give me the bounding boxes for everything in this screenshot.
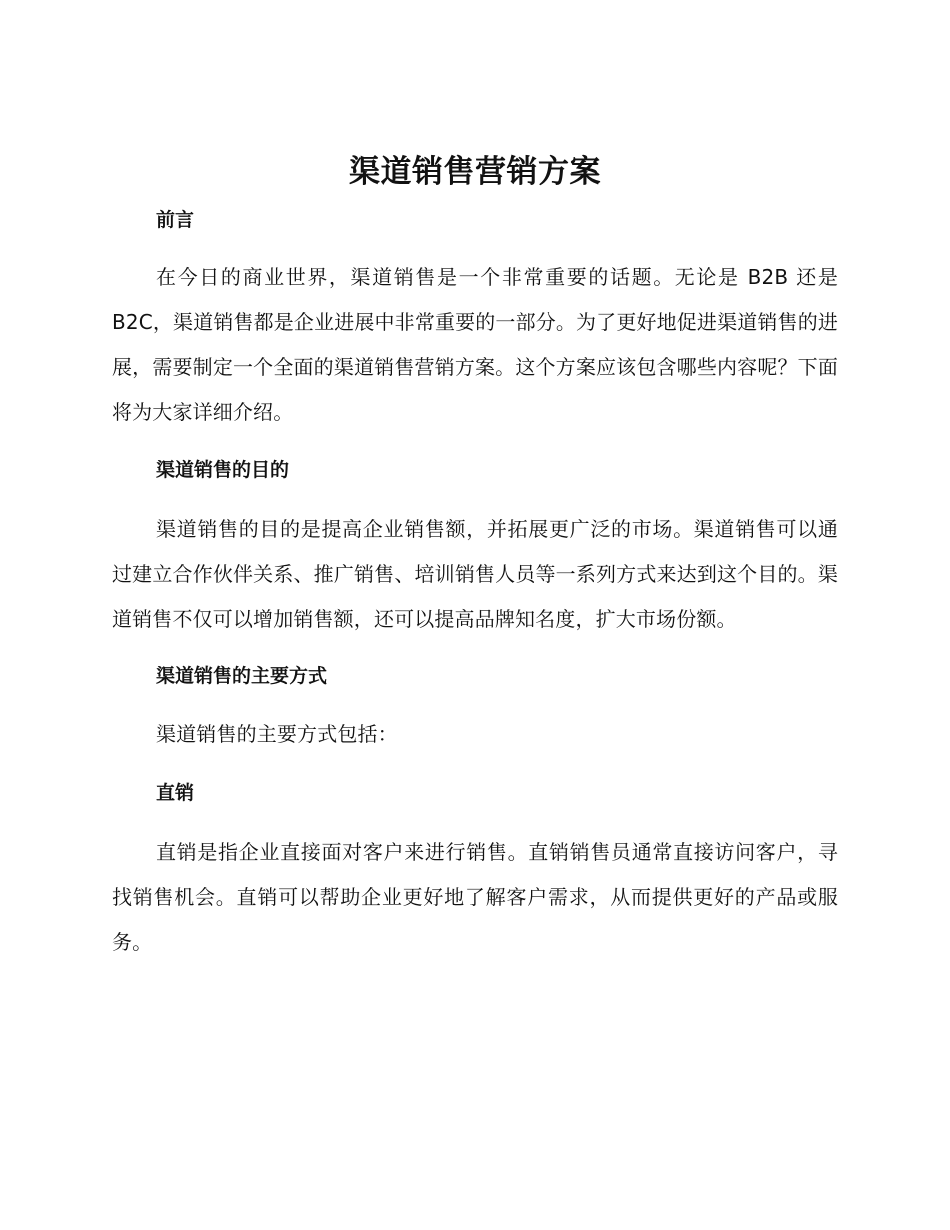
section-main-methods — [112, 662, 838, 757]
section-paragraph: 渠道销售的目的是提高企业销售额，并拓展更广泛的市场。渠道销售可以通过建立合作伙伴关系、推广销售、培训销售人员等一系列方式来达到这个目的。渠道销售不仅可以增加销售额，还可以提高品牌知名度，扩大市场份额。 — [112, 517, 838, 631]
section-heading: 前言 — [156, 209, 195, 231]
section-heading: 渠道销售的目的 — [156, 459, 290, 481]
section-heading: 直销 — [156, 782, 195, 804]
section-paragraph: 直销是指企业直接面对客户来进行销售。直销销售员通常直接访问客户，寻找销售机会。直销可以帮助企业更好地了解客户需求，从而提供更好的产品或服务。 — [112, 840, 838, 954]
section-purpose — [112, 456, 838, 642]
section-direct-sales — [112, 779, 838, 965]
document-body — [112, 148, 838, 965]
section-preface — [112, 206, 838, 435]
section-paragraph: 渠道销售的主要方式包括： — [156, 722, 398, 746]
section-heading: 渠道销售的主要方式 — [156, 665, 328, 687]
document-title: 渠道销售营销方案 — [349, 154, 601, 190]
section-paragraph: 在今日的商业世界，渠道销售是一个非常重要的话题。无论是 B2B 还是 B2C，渠道销售都是企业进展中非常重要的一部分。为了更好地促进渠道销售的进展，需要制定一个全面的渠道销售营销方案。这个方案应该包含哪些内容呢？下面将为大家详细介绍。 — [112, 265, 838, 424]
